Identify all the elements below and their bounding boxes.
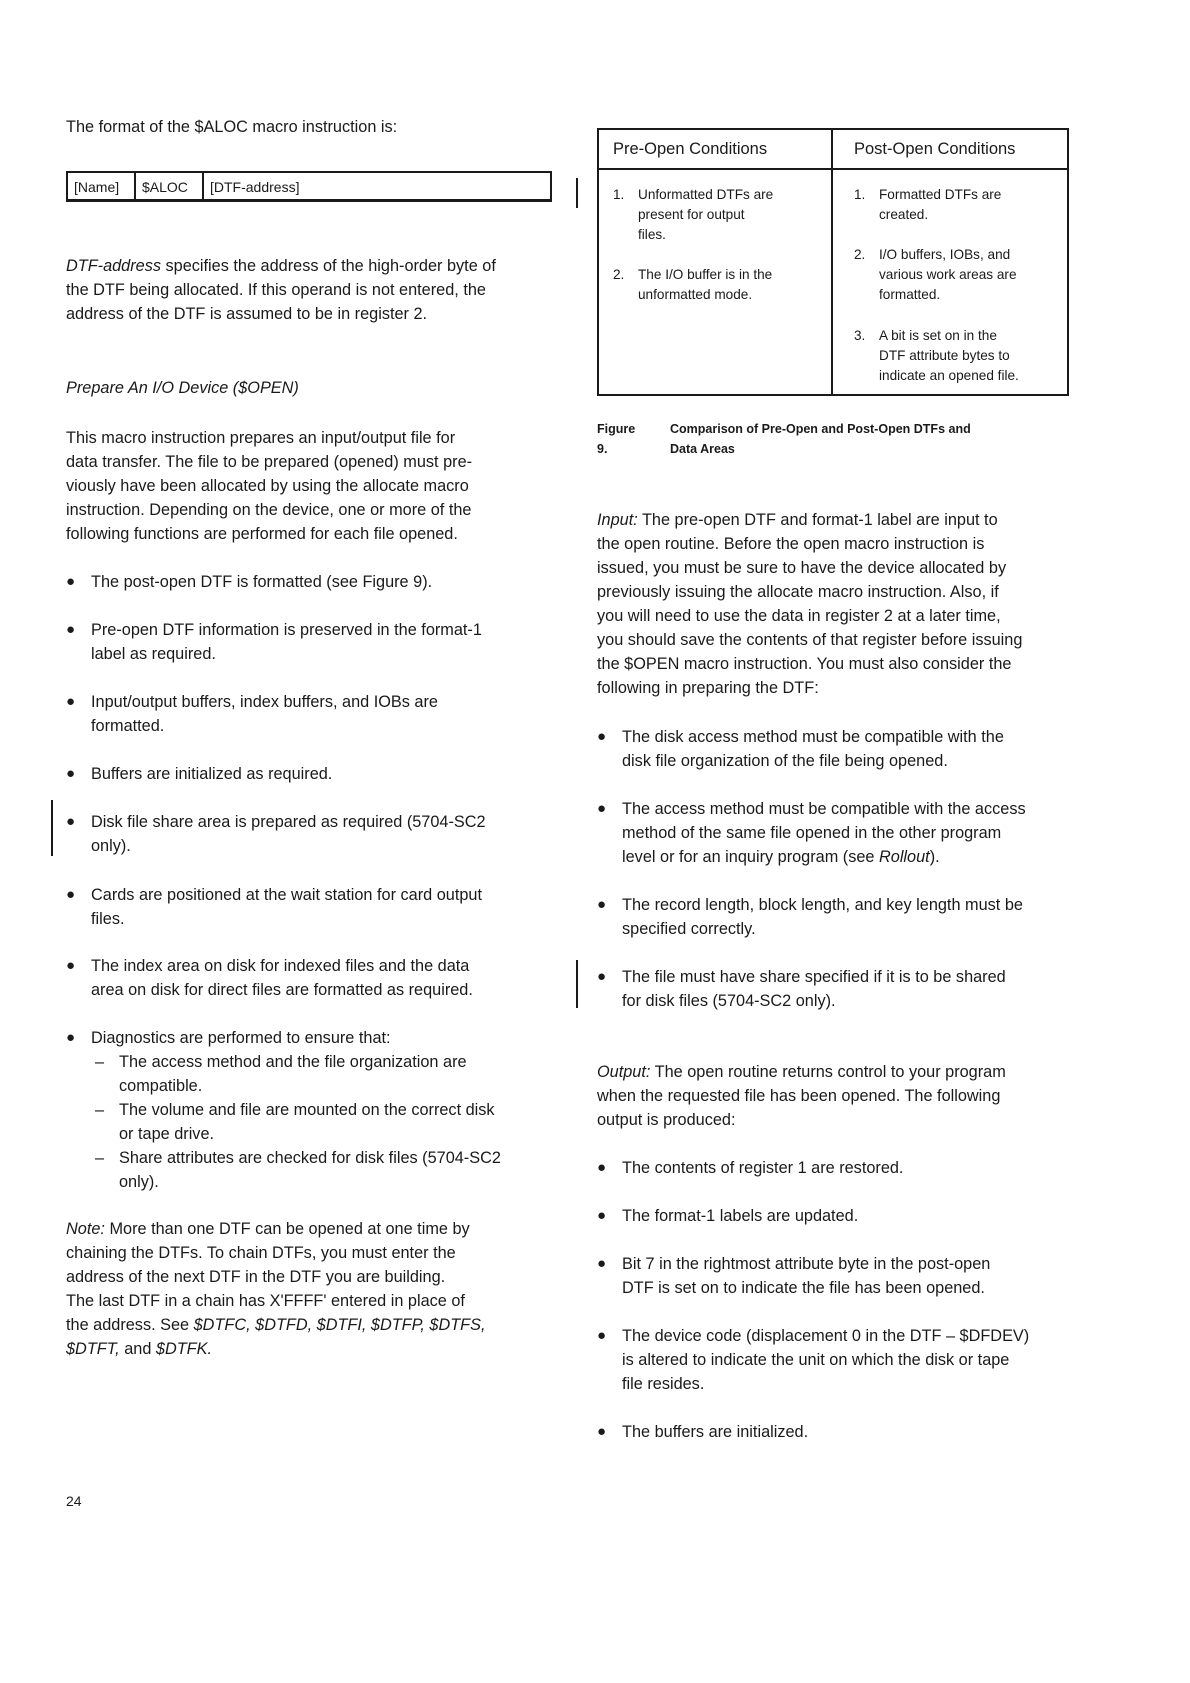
bullet-icon: ● — [597, 968, 607, 985]
bullet-icon: ● — [66, 573, 76, 590]
bullet-icon: ● — [66, 621, 76, 638]
dash-icon: – — [95, 1101, 105, 1119]
page-number: 24 — [66, 1493, 82, 1509]
dash-icon: – — [95, 1053, 105, 1071]
format-operand-cell: [DTF-address] — [210, 179, 300, 195]
bullet-icon: ● — [66, 813, 76, 830]
bullet-icon: ● — [597, 1423, 607, 1440]
input-label: Input: — [597, 511, 638, 529]
post-open-header: Post-Open Conditions — [854, 140, 1016, 158]
bullet-icon: ● — [597, 1207, 607, 1224]
change-bar — [576, 178, 578, 208]
bullet-icon: ● — [66, 765, 76, 782]
pre-open-header: Pre-Open Conditions — [613, 140, 768, 158]
dtf-refs: $DTFC, $DTFD, $DTFI, $DTFP, $DTFS, — [193, 1316, 486, 1334]
bullet-icon: ● — [597, 896, 607, 913]
output-paragraph: Output: The open routine returns control to your program when the requested file has been opened. The following output is produced: — [597, 1063, 1006, 1129]
bullet-icon: ● — [66, 693, 76, 710]
rollout-ref: Rollout — [879, 848, 930, 866]
figure-number: Figure 9. — [597, 422, 636, 456]
bullet-icon: ● — [597, 1327, 607, 1344]
format-name-cell: [Name] — [74, 179, 120, 195]
dtf-address-paragraph: DTF-address specifies the address of the high-order byte of the DTF being allocated. If this operand is not entered, the address of the DTF is assumed to be in register 2. — [66, 257, 496, 323]
bullet-icon: ● — [597, 728, 607, 745]
bullet-icon: ● — [66, 886, 76, 903]
bullet-icon: ● — [597, 800, 607, 817]
note-paragraph: Note: More than one DTF can be opened at one time by chaining the DTFs. To chain DTFs, you must enter the address of the next DTF in the DTF you are building. The last DTF in a chain has X'FFFF' entered in place of the address. See $DTFC, $DTFD, $DTFI, $DTFP, $DTFS, $DTFT, and $DTFK. — [66, 1220, 486, 1358]
format-intro: The format of the $ALOC macro instruction is: — [66, 118, 398, 136]
conditions-table: Pre-Open Conditions Post-Open Conditions 1. Unformatted DTFs are present for output files. 2. The I/O buffer is in the unformatted mode. 1. Formatted DTFs are created. 2. I/O buffers, IOBs, and various work areas are formatted. 3. A bit is set on in the DTF attribute bytes to indicate an opened file. — [597, 128, 1069, 396]
input-paragraph: Input: The pre-open DTF and format-1 label are input to the open routine. Before the open macro instruction is issued, you must be sure to have the device allocated by previously issuing the allocate macro instruction. Also, if you will need to use the data in register 2 at a later time, you should save the contents of that register before issuing the $OPEN macro instruction. You must also consider the following in preparing the DTF: — [597, 511, 1023, 697]
dash-icon: – — [95, 1149, 105, 1167]
open-heading: Prepare An I/O Device ($OPEN) — [66, 379, 299, 397]
output-label: Output: — [597, 1063, 651, 1081]
bullet-icon: ● — [597, 1255, 607, 1272]
change-bar — [576, 960, 578, 1008]
bullet-icon: ● — [597, 1159, 607, 1176]
format-op-cell: $ALOC — [142, 179, 188, 195]
bullet-icon: ● — [66, 957, 76, 974]
change-bar — [51, 800, 53, 856]
dtf-address-term: DTF-address — [66, 257, 161, 275]
format-box — [66, 171, 552, 202]
open-intro-paragraph: This macro instruction prepares an input/output file for data transfer. The file to be prepared (opened) must pre- viously have been allocated by using the allocate macro instruction. Depending on the device, one or more of the following functions are performed for each file opened. — [66, 429, 473, 543]
note-label: Note: — [66, 1220, 105, 1238]
bullet-icon: ● — [66, 1029, 76, 1046]
